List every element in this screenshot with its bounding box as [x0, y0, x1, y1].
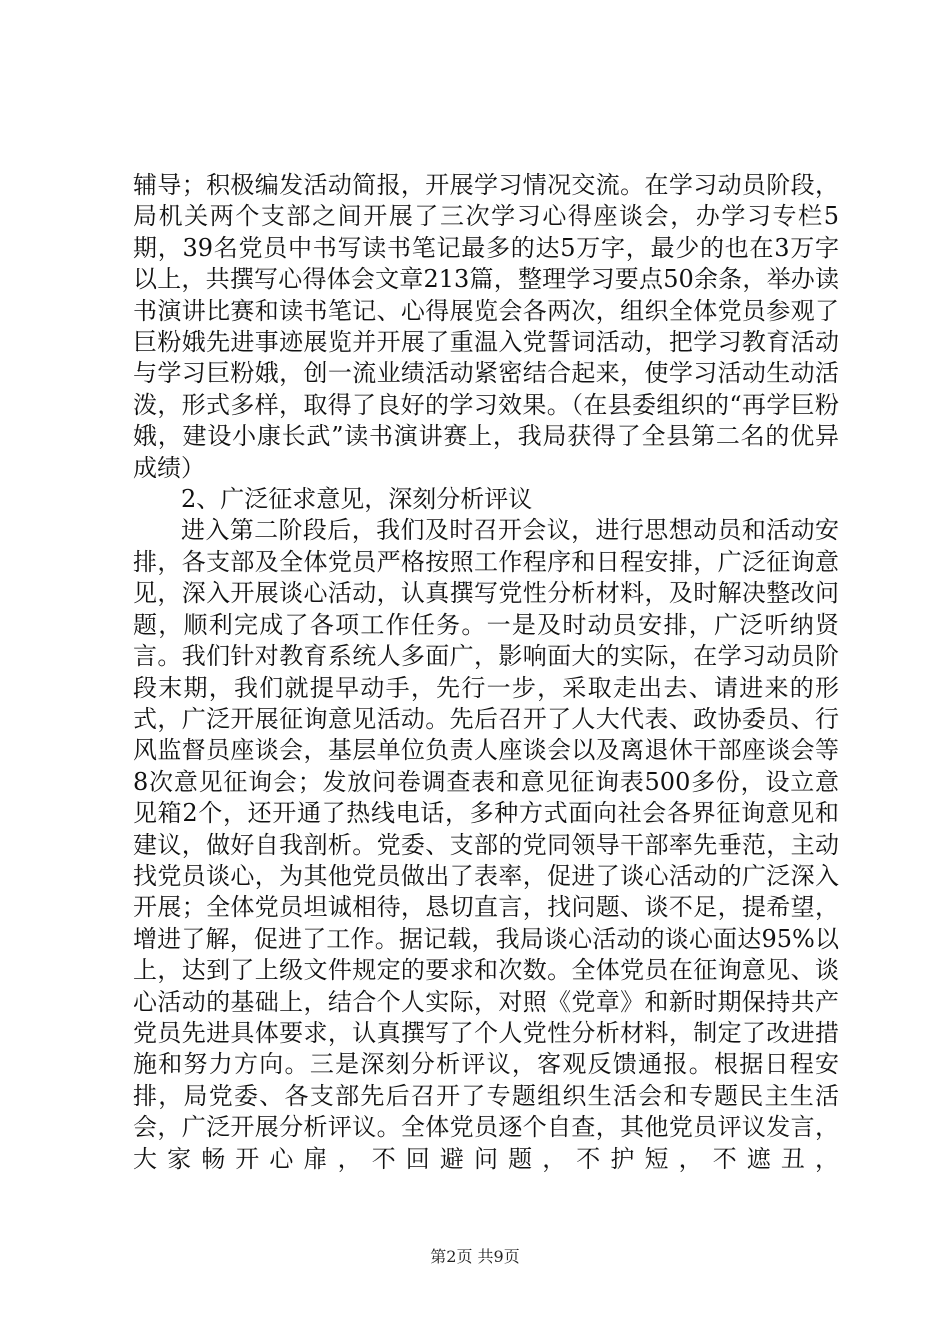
paragraph-second-phase: 进入第二阶段后，我们及时召开会议，进行思想动员和活动安排，各支部及全体党员严格按照工作程序和日程安排，广泛征询意见，深入开展谈心活动，认真撰写党性分析材料，及时解决整改问题，顺利完成了各项工作任务。一是及时动员安排，广泛听纳贤言。我们针对教育系统人多面广，影响面大的实际，在学习动员阶段末期，我们就提早动手，先行一步，采取走出去、请进来的形式，广泛开展征询意见活动。先后召开了人大代表、政协委员、行风监督员座谈会，基层单位负责人座谈会以及离退休干部座谈会等8次意见征询会；发放问卷调查表和意见征询表500多份，设立意见箱2个，还开通了热线电话，多种方式面向社会各界征询意见和建议，做好自我剖析。党委、支部的党同领导干部率先垂范，主动找党员谈心，为其他党员做出了表率，促进了谈心活动的广泛深入开展；全体党员坦诚相待，恳切直言，找问题、谈不足，提希望，增进了解，促进了工作。据记载，我局谈心活动的谈心面达95%以上，达到了上级文件规定的要求和次数。全体党员在征询意见、谈心活动的基础上，结合个人实际，对照《党章》和新时期保持共产党员先进具体要求，认真撰写了个人党性分析材料，制定了改进措施和努力方向。三是深刻分析评议，客观反馈通报。根据日程安排，局党委、各支部先后召开了专题组织生活会和专题民主生活会，广泛开展分析评议。全体党员逐个自查，其他党员评议发言，大家畅开心扉，不回避问题，不护短，不遮丑， [133, 516, 839, 1173]
document-body [133, 170, 839, 1175]
section-heading-2: 2、广泛征求意见，深刻分析评议 [181, 485, 533, 514]
page-number-indicator: 第2页 共9页 [430, 1247, 520, 1266]
page-footer [0, 1244, 950, 1267]
paragraph-learning-phase: 辅导；积极编发活动简报，开展学习情况交流。在学习动员阶段，局机关两个支部之间开展了三次学习心得座谈会，办学习专栏5期，39名党员中书写读书笔记最多的达5万字，最少的也在3万字以上，共撰写心得体会文章213篇，整理学习要点50余条，举办读书演讲比赛和读书笔记、心得展览会各两次，组织全体党员参观了巨粉娥先进事迹展览并开展了重温入党誓词活动，把学习教育活动与学习巨粉娥，创一流业绩活动紧密结合起来，使学习活动生动活泼，形式多样，取得了良好的学习效果。（在县委组织的“再学巨粉娥，建设小康长武”读书演讲赛上，我局获得了全县第二名的优异成绩） [133, 171, 839, 482]
